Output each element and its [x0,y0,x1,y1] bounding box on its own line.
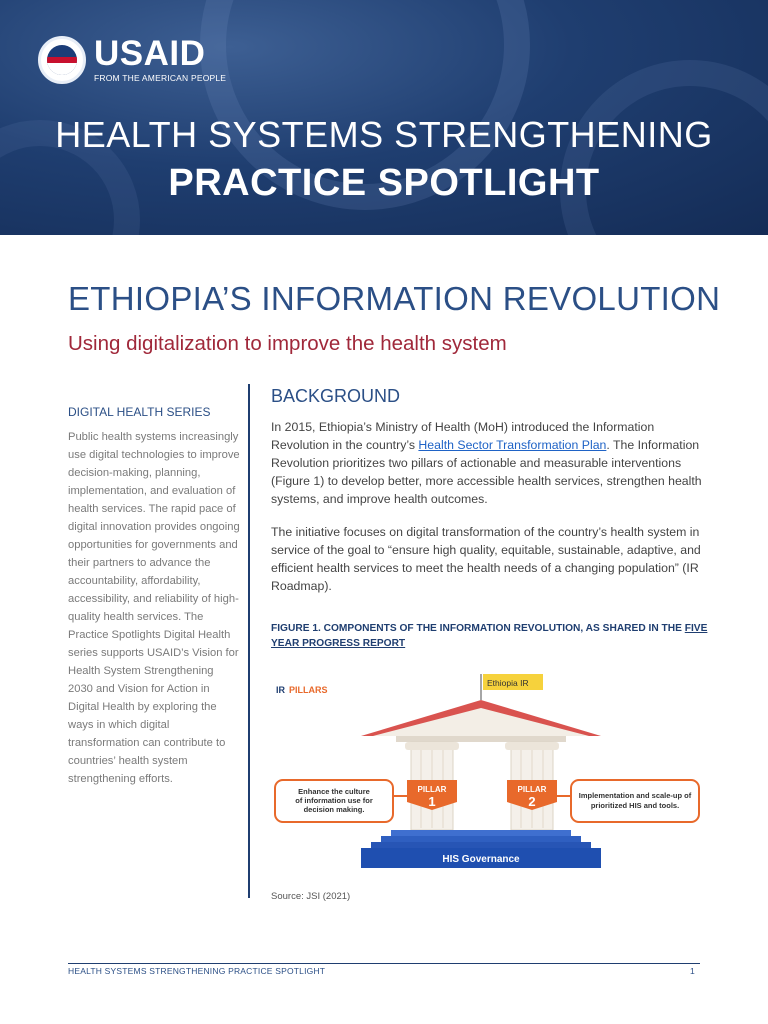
figure-caption-text: FIGURE 1. COMPONENTS OF THE INFORMATION REVOLUTION, AS SHARED IN THE [271,623,685,634]
base-step-2 [381,836,581,842]
pillar-1-number: 1 [428,794,436,809]
ir-label: IR [276,685,285,695]
p1-text-start: In 2015, Ethiopia’s Ministry of Health (MoH) introduced the Information Revolution in the country’s [271,420,655,452]
pillar-2-number: 2 [528,794,536,809]
ir-pillars-diagram [271,668,711,874]
base-step-1 [391,830,571,836]
figure-caption [271,621,711,651]
pillar-1-word: PILLAR [417,785,447,794]
p1-text-end: . The Information Revolution prioritizes two pillars of actionable and measurable interventions (Figure 1) to develop better, more accessible health services, strengthen health systems, and improve health outcomes. [271,438,702,506]
background-paragraph-1 [271,418,711,508]
right-callout-line1: Implementation and scale-up of [578,791,692,800]
page-number: 1 [690,966,695,976]
pillar-1-capital [405,742,459,750]
left-callout-line2: of information use for [295,796,373,805]
progress-report-link[interactable]: FIVE YEAR PROGRESS REPORT [271,623,708,649]
background-paragraph-2: The initiative focuses on digital transformation of the country’s health system in service of the goal to “ensure high quality, equitable, sustainable, adaptive, and efficient health services to meet the health needs of a changing population” (IR Roadmap). [271,525,701,593]
health-sector-plan-link[interactable]: Health Sector Transformation Plan [418,438,607,452]
document-subtitle: Using digitalization to improve the health system [68,332,507,355]
roof-beam [396,736,566,742]
left-callout-line3: decision making. [303,805,365,814]
his-governance-label: HIS Governance [442,854,520,865]
header-banner [0,0,768,235]
sidebar-heading: DIGITAL HEALTH SERIES [68,405,211,419]
base-step-3 [371,842,591,848]
footer-title: HEALTH SYSTEMS STRENGTHENING PRACTICE SPOTLIGHT [68,966,326,976]
usaid-seal-icon [38,36,86,84]
pillars-label: PILLARS [289,685,328,695]
flag-label: Ethiopia IR [487,678,529,688]
background-heading: BACKGROUND [271,386,401,406]
footer-divider [68,963,700,964]
usaid-logo [38,36,226,84]
logo-wordmark: USAID [94,34,206,73]
column-divider [248,384,250,898]
pillar-2-capital [505,742,559,750]
banner-title-line2: PRACTICE SPOTLIGHT [168,162,600,204]
left-callout-line1: Enhance the culture [298,787,370,796]
pillar-2-word: PILLAR [517,785,547,794]
banner-title-line1: HEALTH SYSTEMS STRENGTHENING [55,114,713,155]
document-title: ETHIOPIA’S INFORMATION REVOLUTION [68,280,721,317]
sidebar-body: Public health systems increasingly use digital technologies to improve decision-making, planning, implementation, and evaluation of health services. The rapid pace of digital innovation provides ongoing opportunities for governments and their partners to advance the accountability, affordability, accessibility, and reliability of high-quality health services. The Practice Spotlights Digital Health series supports USAID’s Vision for Health System Strengthening 2030 and Vision for Action in Digital Health by exploring the ways in which digital transformation can contribute to countries’ health system strengthening efforts. [68,431,240,785]
logo-tagline: FROM THE AMERICAN PEOPLE [94,73,227,83]
right-callout-line2: prioritized HIS and tools. [590,801,680,810]
figure-source: Source: JSI (2021) [271,891,351,902]
